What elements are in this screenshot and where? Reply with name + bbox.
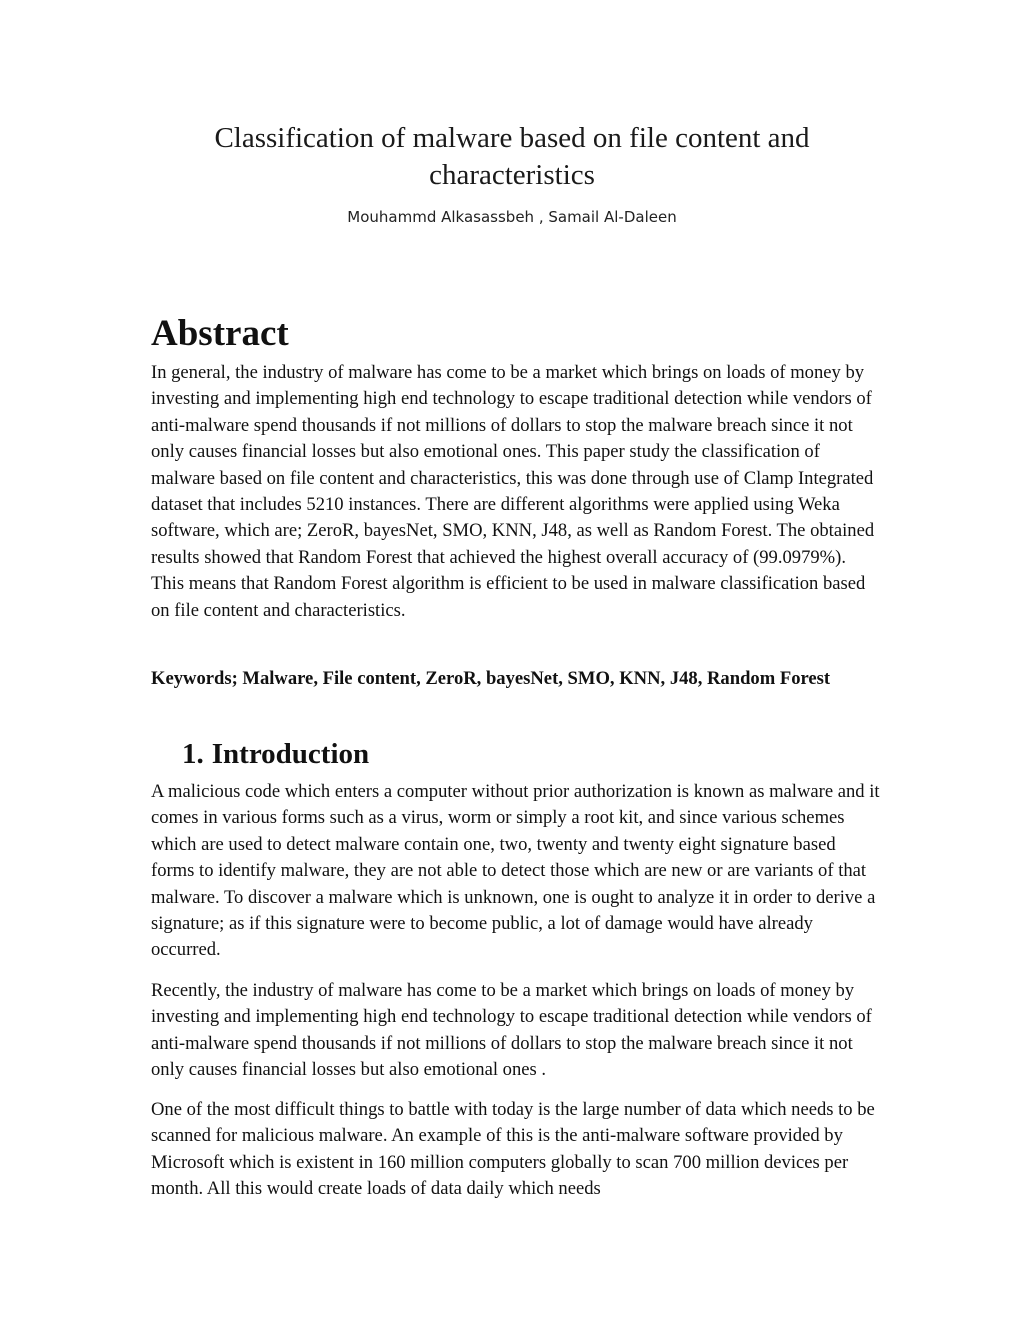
intro-paragraph-2: Recently, the industry of malware has come to be a market which brings on loads of money by investing and implementing high end technology to escape traditional detection while vendors of anti-malware spend thousands if not millions of dollars to stop the malware breach since it not only causes financial losses but also emotional ones . (151, 980, 872, 1081)
introduction-heading (182, 738, 369, 771)
intro-paragraph-3: One of the most difficult things to battle with today is the large number of data which needs to be scanned for malicious malware. An example of this is the anti-malware software provided by Microsoft which is existent in 160 million computers globally to scan 700 million devices per month. All this would create loads of data daily which needs (151, 1099, 875, 1200)
section-number: 1. (182, 738, 204, 770)
paper-authors: Mouhammd Alkasassbeh , Samail Al-Daleen (347, 208, 677, 226)
intro-paragraph-1: A malicious code which enters a computer without prior authorization is known as malware and it comes in various forms such as a virus, worm or simply a root kit, and since various schemes which are used to detect malware contain one, two, twenty and twenty eight signature based forms to identify malware, they are not able to detect those which are new or are variants of that malware. To discover a malware which is unknown, one is ought to analyze it in order to derive a signature; as if this signature were to become public, a lot of damage would have already occurred. (151, 781, 880, 961)
section-title: Introduction (211, 738, 370, 770)
keywords: Keywords; Malware, File content, ZeroR, bayesNet, SMO, KNN, J48, Random Forest (151, 668, 831, 689)
abstract-heading: Abstract (151, 313, 289, 354)
abstract-body: In general, the industry of malware has come to be a market which brings on loads of money by investing and implementing high end technology to escape traditional detection while vendors of anti-malware spend thousands if not millions of dollars to stop the malware breach since it not only causes financial losses but also emotional ones. This paper study the classification of malware based on file content and characteristics, this was done through use of Clamp Integrated dataset that includes 5210 instances. There are different algorithms were applied using Weka software, which are; ZeroR, bayesNet, SMO, KNN, J48, as well as Random Forest. The obtained results showed that Random Forest that achieved the highest overall accuracy of (99.0979%). This means that Random Forest algorithm is efficient to be used in malware classification based on file content and characteristics. (151, 362, 875, 621)
paper-title: Classification of malware based on file content and characteristics (214, 122, 810, 191)
